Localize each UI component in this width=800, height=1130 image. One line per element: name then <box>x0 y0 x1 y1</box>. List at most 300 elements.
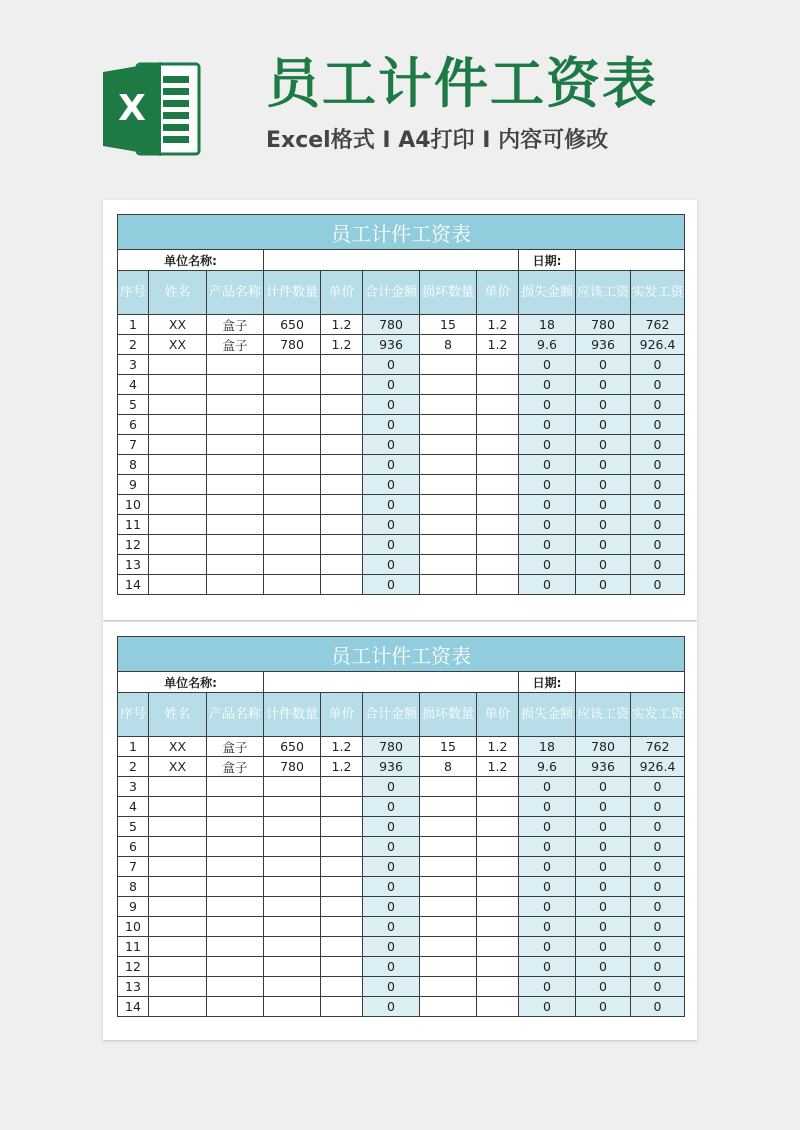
table-cell[interactable]: 0 <box>519 495 576 515</box>
table-cell[interactable] <box>477 455 519 475</box>
table-cell[interactable]: 0 <box>631 817 685 837</box>
table-cell[interactable] <box>420 837 477 857</box>
table-cell[interactable] <box>477 475 519 495</box>
table-cell[interactable]: 0 <box>519 897 576 917</box>
table-cell[interactable]: 0 <box>631 575 685 595</box>
table-cell[interactable]: 0 <box>631 837 685 857</box>
table-cell[interactable]: 780 <box>576 315 631 335</box>
table-cell[interactable]: 0 <box>363 997 420 1017</box>
table-cell[interactable] <box>420 917 477 937</box>
table-cell[interactable] <box>321 857 363 877</box>
table-cell[interactable] <box>264 555 321 575</box>
table-cell[interactable]: 0 <box>363 575 420 595</box>
table-cell[interactable]: 0 <box>576 997 631 1017</box>
table-cell[interactable] <box>477 937 519 957</box>
table-cell[interactable] <box>149 897 207 917</box>
table-cell[interactable]: 0 <box>519 917 576 937</box>
table-cell[interactable]: 1.2 <box>477 737 519 757</box>
table-cell[interactable] <box>420 937 477 957</box>
row-index-cell: 12 <box>118 957 149 977</box>
row-index-cell: 14 <box>118 575 149 595</box>
table-cell[interactable]: 0 <box>631 415 685 435</box>
table-cell[interactable] <box>149 957 207 977</box>
table-cell[interactable]: 936 <box>363 335 420 355</box>
table-cell[interactable]: 0 <box>631 797 685 817</box>
table-cell[interactable]: 1.2 <box>477 757 519 777</box>
table-cell[interactable]: 0 <box>631 355 685 375</box>
table-cell[interactable] <box>264 837 321 857</box>
table-cell[interactable]: 8 <box>420 757 477 777</box>
table-cell[interactable] <box>149 997 207 1017</box>
table-cell[interactable] <box>420 777 477 797</box>
table-cell[interactable]: 780 <box>264 335 321 355</box>
table-cell[interactable]: 936 <box>576 757 631 777</box>
table-cell[interactable] <box>321 817 363 837</box>
table-cell[interactable] <box>207 395 264 415</box>
table-cell[interactable] <box>207 977 264 997</box>
table-cell[interactable]: 0 <box>631 395 685 415</box>
table-cell[interactable]: 0 <box>363 455 420 475</box>
table-cell[interactable]: 0 <box>519 375 576 395</box>
table-cell[interactable] <box>264 857 321 877</box>
table-cell[interactable] <box>477 777 519 797</box>
table-cell[interactable]: 0 <box>576 937 631 957</box>
table-cell[interactable]: 0 <box>363 355 420 375</box>
date-field[interactable] <box>576 250 685 271</box>
table-cell[interactable] <box>321 355 363 375</box>
table-cell[interactable]: 盒子 <box>207 315 264 335</box>
table-cell[interactable] <box>149 415 207 435</box>
table-cell[interactable]: XX <box>149 757 207 777</box>
table-cell[interactable]: 0 <box>576 877 631 897</box>
wage-sheet <box>103 200 697 620</box>
table-cell[interactable] <box>207 997 264 1017</box>
table-cell[interactable]: 0 <box>519 535 576 555</box>
table-cell[interactable]: 926.4 <box>631 335 685 355</box>
table-cell[interactable]: 0 <box>576 395 631 415</box>
table-cell[interactable] <box>207 897 264 917</box>
table-cell[interactable] <box>321 977 363 997</box>
table-cell[interactable] <box>264 515 321 535</box>
table-cell[interactable] <box>420 555 477 575</box>
table-cell[interactable] <box>207 857 264 877</box>
table-cell[interactable] <box>321 575 363 595</box>
table-cell[interactable] <box>477 917 519 937</box>
table-cell[interactable] <box>149 355 207 375</box>
table-cell[interactable]: 0 <box>363 375 420 395</box>
table-cell[interactable]: 0 <box>363 817 420 837</box>
table-cell[interactable]: 0 <box>631 917 685 937</box>
unit-name-field[interactable] <box>264 250 519 271</box>
table-row <box>118 957 685 977</box>
table-cell[interactable] <box>477 435 519 455</box>
table-title: 员工计件工资表 <box>118 637 685 672</box>
table-cell[interactable]: 0 <box>576 355 631 375</box>
table-cell[interactable]: 0 <box>363 797 420 817</box>
table-cell[interactable] <box>264 575 321 595</box>
table-cell[interactable] <box>420 395 477 415</box>
table-cell[interactable]: 0 <box>631 857 685 877</box>
table-cell[interactable]: 0 <box>576 957 631 977</box>
table-cell[interactable] <box>207 455 264 475</box>
table-cell[interactable] <box>477 575 519 595</box>
table-cell[interactable]: 0 <box>576 797 631 817</box>
table-cell[interactable]: 0 <box>363 977 420 997</box>
table-cell[interactable]: 0 <box>631 475 685 495</box>
svg-text:X: X <box>118 88 146 129</box>
table-cell[interactable] <box>149 515 207 535</box>
table-cell[interactable] <box>420 857 477 877</box>
table-cell[interactable]: 0 <box>576 897 631 917</box>
table-cell[interactable] <box>477 535 519 555</box>
table-cell[interactable] <box>149 555 207 575</box>
table-cell[interactable] <box>149 575 207 595</box>
table-cell[interactable] <box>321 937 363 957</box>
table-cell[interactable]: 15 <box>420 737 477 757</box>
table-row <box>118 515 685 535</box>
table-cell[interactable] <box>321 997 363 1017</box>
table-cell[interactable] <box>207 877 264 897</box>
table-cell[interactable] <box>149 977 207 997</box>
table-cell[interactable] <box>207 937 264 957</box>
table-cell[interactable] <box>420 817 477 837</box>
table-cell[interactable] <box>321 415 363 435</box>
table-cell[interactable]: 0 <box>631 897 685 917</box>
table-cell[interactable]: 1.2 <box>321 315 363 335</box>
table-cell[interactable]: 0 <box>576 415 631 435</box>
table-cell[interactable]: 0 <box>576 495 631 515</box>
table-cell[interactable]: 0 <box>363 837 420 857</box>
table-cell[interactable] <box>321 495 363 515</box>
table-cell[interactable]: 0 <box>631 937 685 957</box>
unit-name-field[interactable] <box>264 672 519 693</box>
table-cell[interactable]: 0 <box>519 957 576 977</box>
table-cell[interactable]: 15 <box>420 315 477 335</box>
table-cell[interactable]: 盒子 <box>207 737 264 757</box>
table-row <box>118 977 685 997</box>
table-cell[interactable]: 0 <box>631 495 685 515</box>
table-cell[interactable] <box>149 535 207 555</box>
column-header: 应该工资 <box>576 271 631 315</box>
table-cell[interactable] <box>321 535 363 555</box>
table-cell[interactable]: 0 <box>631 957 685 977</box>
table-cell[interactable]: 0 <box>363 937 420 957</box>
table-cell[interactable] <box>321 455 363 475</box>
table-cell[interactable]: 0 <box>631 375 685 395</box>
date-field[interactable] <box>576 672 685 693</box>
table-cell[interactable]: 0 <box>576 817 631 837</box>
table-cell[interactable] <box>264 897 321 917</box>
row-index-cell: 12 <box>118 535 149 555</box>
table-cell[interactable]: 0 <box>631 977 685 997</box>
table-cell[interactable]: 0 <box>576 535 631 555</box>
table-cell[interactable]: 0 <box>519 937 576 957</box>
table-cell[interactable] <box>321 475 363 495</box>
table-cell[interactable] <box>207 837 264 857</box>
table-cell[interactable]: 0 <box>519 475 576 495</box>
table-cell[interactable]: 0 <box>363 395 420 415</box>
table-cell[interactable]: 0 <box>519 455 576 475</box>
table-cell[interactable]: 0 <box>519 797 576 817</box>
table-cell[interactable] <box>207 475 264 495</box>
table-cell[interactable] <box>477 817 519 837</box>
table-cell[interactable] <box>264 917 321 937</box>
table-cell[interactable] <box>264 475 321 495</box>
table-cell[interactable]: 0 <box>576 837 631 857</box>
table-cell[interactable] <box>149 857 207 877</box>
table-cell[interactable] <box>207 535 264 555</box>
table-cell[interactable]: 0 <box>631 435 685 455</box>
table-cell[interactable] <box>321 395 363 415</box>
table-cell[interactable]: 0 <box>519 817 576 837</box>
table-cell[interactable] <box>264 797 321 817</box>
table-cell[interactable] <box>420 475 477 495</box>
table-cell[interactable] <box>264 957 321 977</box>
table-cell[interactable] <box>207 917 264 937</box>
table-cell[interactable] <box>321 897 363 917</box>
table-cell[interactable] <box>207 797 264 817</box>
table-cell[interactable] <box>420 575 477 595</box>
table-cell[interactable] <box>321 917 363 937</box>
table-cell[interactable]: 1.2 <box>321 335 363 355</box>
table-cell[interactable] <box>207 817 264 837</box>
table-cell[interactable]: 936 <box>576 335 631 355</box>
table-cell[interactable] <box>149 817 207 837</box>
table-cell[interactable]: 0 <box>519 395 576 415</box>
table-cell[interactable]: XX <box>149 335 207 355</box>
table-cell[interactable]: XX <box>149 315 207 335</box>
table-cell[interactable]: 0 <box>576 777 631 797</box>
table-cell[interactable] <box>420 797 477 817</box>
table-cell[interactable] <box>149 917 207 937</box>
table-cell[interactable]: 盒子 <box>207 757 264 777</box>
table-cell[interactable] <box>420 415 477 435</box>
table-cell[interactable]: 9.6 <box>519 335 576 355</box>
table-cell[interactable]: 0 <box>576 375 631 395</box>
table-cell[interactable]: 0 <box>519 777 576 797</box>
table-cell[interactable]: 0 <box>519 997 576 1017</box>
table-cell[interactable]: 0 <box>576 977 631 997</box>
table-cell[interactable] <box>149 375 207 395</box>
table-cell[interactable] <box>149 937 207 957</box>
table-cell[interactable]: 0 <box>519 977 576 997</box>
table-cell[interactable]: 0 <box>519 415 576 435</box>
table-cell[interactable]: 1.2 <box>477 315 519 335</box>
table-cell[interactable] <box>149 435 207 455</box>
table-cell[interactable] <box>207 777 264 797</box>
table-cell[interactable]: 0 <box>363 535 420 555</box>
table-cell[interactable]: 0 <box>519 355 576 375</box>
table-cell[interactable] <box>264 375 321 395</box>
table-cell[interactable] <box>420 977 477 997</box>
table-cell[interactable]: 0 <box>631 555 685 575</box>
table-cell[interactable] <box>149 395 207 415</box>
table-cell[interactable] <box>207 575 264 595</box>
table-cell[interactable]: 780 <box>363 737 420 757</box>
table-cell[interactable] <box>321 957 363 977</box>
table-cell[interactable] <box>207 375 264 395</box>
table-cell[interactable]: 18 <box>519 315 576 335</box>
row-index-cell: 7 <box>118 857 149 877</box>
table-cell[interactable]: 0 <box>363 475 420 495</box>
table-cell[interactable]: 0 <box>576 435 631 455</box>
table-cell[interactable] <box>149 475 207 495</box>
table-cell[interactable] <box>420 375 477 395</box>
table-cell[interactable] <box>264 937 321 957</box>
table-cell[interactable]: 0 <box>576 555 631 575</box>
table-cell[interactable] <box>264 817 321 837</box>
table-cell[interactable] <box>420 897 477 917</box>
table-cell[interactable]: 0 <box>576 475 631 495</box>
table-cell[interactable] <box>477 415 519 435</box>
table-cell[interactable]: 0 <box>631 515 685 535</box>
table-cell[interactable] <box>149 797 207 817</box>
table-cell[interactable] <box>264 977 321 997</box>
table-cell[interactable] <box>420 455 477 475</box>
table-cell[interactable] <box>149 495 207 515</box>
table-cell[interactable]: 0 <box>519 515 576 535</box>
table-cell[interactable] <box>420 957 477 977</box>
table-cell[interactable] <box>420 997 477 1017</box>
table-cell[interactable] <box>420 435 477 455</box>
table-row <box>118 455 685 475</box>
table-cell[interactable]: 0 <box>519 857 576 877</box>
table-cell[interactable] <box>207 355 264 375</box>
table-cell[interactable] <box>264 535 321 555</box>
table-cell[interactable] <box>149 877 207 897</box>
table-cell[interactable] <box>477 877 519 897</box>
table-cell[interactable] <box>264 997 321 1017</box>
table-cell[interactable] <box>477 495 519 515</box>
table-cell[interactable] <box>477 395 519 415</box>
table-cell[interactable]: 0 <box>363 917 420 937</box>
table-cell[interactable] <box>207 957 264 977</box>
table-cell[interactable] <box>477 797 519 817</box>
table-cell[interactable]: 0 <box>631 877 685 897</box>
table-cell[interactable] <box>477 555 519 575</box>
table-cell[interactable]: 9.6 <box>519 757 576 777</box>
table-cell[interactable] <box>477 957 519 977</box>
table-cell[interactable]: 926.4 <box>631 757 685 777</box>
table-cell[interactable] <box>477 857 519 877</box>
table-cell[interactable]: 0 <box>576 857 631 877</box>
table-cell[interactable]: 0 <box>363 957 420 977</box>
date-label: 日期: <box>519 250 576 271</box>
table-cell[interactable]: 780 <box>363 315 420 335</box>
table-cell[interactable] <box>477 977 519 997</box>
table-cell[interactable] <box>477 355 519 375</box>
table-cell[interactable] <box>207 415 264 435</box>
table-cell[interactable] <box>420 355 477 375</box>
table-cell[interactable] <box>264 435 321 455</box>
table-cell[interactable] <box>420 495 477 515</box>
table-cell[interactable]: 0 <box>519 435 576 455</box>
table-cell[interactable] <box>207 515 264 535</box>
table-cell[interactable] <box>207 555 264 575</box>
table-cell[interactable] <box>149 837 207 857</box>
table-cell[interactable]: 0 <box>363 877 420 897</box>
table-cell[interactable]: 0 <box>363 415 420 435</box>
table-cell[interactable] <box>321 375 363 395</box>
table-cell[interactable]: 780 <box>264 757 321 777</box>
table-cell[interactable]: 0 <box>576 917 631 937</box>
table-row <box>118 315 685 335</box>
table-cell[interactable]: 0 <box>519 837 576 857</box>
table-cell[interactable]: 650 <box>264 737 321 757</box>
table-cell[interactable] <box>264 355 321 375</box>
table-cell[interactable] <box>321 515 363 535</box>
table-cell[interactable]: 0 <box>576 575 631 595</box>
table-cell[interactable] <box>420 535 477 555</box>
table-cell[interactable]: 762 <box>631 315 685 335</box>
table-cell[interactable] <box>264 395 321 415</box>
table-cell[interactable] <box>149 777 207 797</box>
table-cell[interactable]: 0 <box>576 455 631 475</box>
table-cell[interactable]: 936 <box>363 757 420 777</box>
table-cell[interactable]: 0 <box>631 535 685 555</box>
table-cell[interactable] <box>321 555 363 575</box>
table-cell[interactable] <box>420 877 477 897</box>
table-cell[interactable]: 0 <box>363 555 420 575</box>
table-cell[interactable] <box>477 515 519 535</box>
table-cell[interactable] <box>207 435 264 455</box>
table-cell[interactable] <box>477 837 519 857</box>
table-cell[interactable]: 18 <box>519 737 576 757</box>
table-cell[interactable]: 1.2 <box>321 757 363 777</box>
table-cell[interactable] <box>321 435 363 455</box>
table-cell[interactable] <box>321 797 363 817</box>
table-cell[interactable] <box>321 777 363 797</box>
table-cell[interactable] <box>477 997 519 1017</box>
table-cell[interactable]: 0 <box>363 435 420 455</box>
table-cell[interactable]: XX <box>149 737 207 757</box>
table-cell[interactable]: 0 <box>519 877 576 897</box>
table-cell[interactable] <box>149 455 207 475</box>
table-cell[interactable]: 0 <box>576 515 631 535</box>
table-cell[interactable]: 780 <box>576 737 631 757</box>
table-cell[interactable]: 0 <box>363 897 420 917</box>
table-cell[interactable] <box>321 877 363 897</box>
table-cell[interactable]: 盒子 <box>207 335 264 355</box>
table-cell[interactable]: 0 <box>519 555 576 575</box>
table-cell[interactable]: 0 <box>631 997 685 1017</box>
table-cell[interactable]: 762 <box>631 737 685 757</box>
table-cell[interactable] <box>477 375 519 395</box>
table-cell[interactable] <box>264 777 321 797</box>
table-cell[interactable]: 0 <box>631 777 685 797</box>
table-cell[interactable] <box>420 515 477 535</box>
table-cell[interactable]: 650 <box>264 315 321 335</box>
table-cell[interactable] <box>477 897 519 917</box>
column-header: 合计金额 <box>363 693 420 737</box>
table-cell[interactable] <box>264 877 321 897</box>
table-cell[interactable]: 0 <box>363 495 420 515</box>
table-cell[interactable]: 8 <box>420 335 477 355</box>
table-cell[interactable]: 0 <box>631 455 685 475</box>
table-cell[interactable] <box>207 495 264 515</box>
table-cell[interactable]: 1.2 <box>477 335 519 355</box>
table-cell[interactable]: 0 <box>363 857 420 877</box>
table-cell[interactable] <box>264 495 321 515</box>
table-cell[interactable]: 1.2 <box>321 737 363 757</box>
table-cell[interactable]: 0 <box>363 777 420 797</box>
table-cell[interactable] <box>264 415 321 435</box>
table-cell[interactable]: 0 <box>519 575 576 595</box>
table-cell[interactable]: 0 <box>363 515 420 535</box>
table-cell[interactable] <box>264 455 321 475</box>
row-index-cell: 7 <box>118 435 149 455</box>
table-cell[interactable] <box>321 837 363 857</box>
